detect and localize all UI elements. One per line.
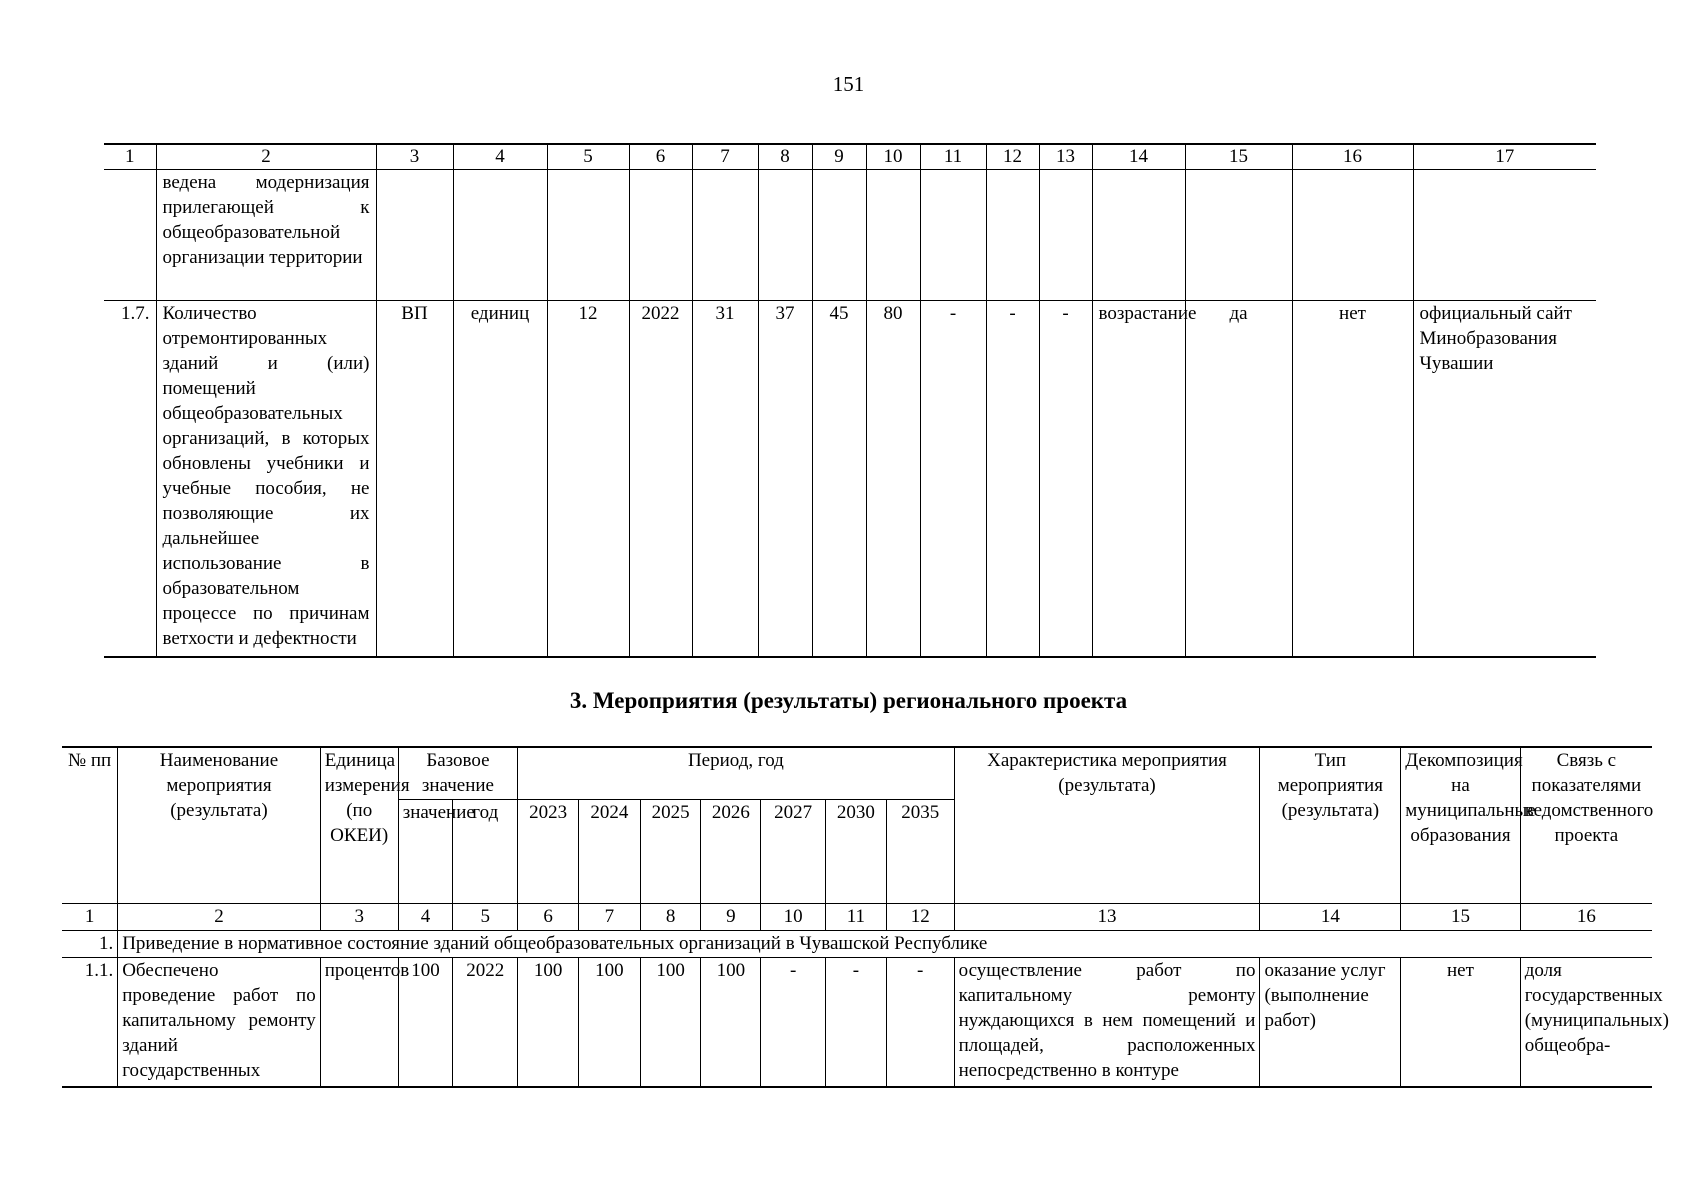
indicators-table <box>104 143 1596 658</box>
column-number: 11 <box>826 903 887 930</box>
value-2026: 80 <box>866 301 920 658</box>
continuation-row <box>104 170 1596 301</box>
column-number: 15 <box>1185 144 1292 170</box>
section-title: 3. Мероприятия (результаты) регионального проекта <box>569 688 1128 713</box>
column-number: 4 <box>398 903 453 930</box>
continuation-text: ведена модернизация прилегающей к общеобразовательной организации территории <box>156 170 376 301</box>
base-year: 2022 <box>629 301 692 658</box>
row-number: 1.7. <box>104 301 156 658</box>
column-number: 3 <box>320 903 398 930</box>
column-number: 4 <box>453 144 547 170</box>
column-number: 6 <box>629 144 692 170</box>
activity-decomposition: нет <box>1401 957 1521 1087</box>
base-year: 2022 <box>453 957 518 1087</box>
column-number: 7 <box>692 144 758 170</box>
header-type: Тип мероприятия (результата) <box>1260 747 1401 903</box>
activity-characteristic: осуществление работ по капитальному ремонту нуждающихся в нем помещений и площадей, расположенных непосредственно в контуре <box>954 957 1260 1087</box>
unit: единиц <box>453 301 547 658</box>
header-year: 2025 <box>640 799 701 903</box>
column-number: 14 <box>1092 144 1185 170</box>
column-number: 13 <box>1039 144 1092 170</box>
header-year: 2026 <box>701 799 761 903</box>
header-year: 2023 <box>518 799 579 903</box>
column-number: 17 <box>1413 144 1596 170</box>
column-16-value: нет <box>1292 301 1413 658</box>
value-2026: 100 <box>701 957 761 1087</box>
value-2023: 31 <box>692 301 758 658</box>
column-number: 13 <box>954 903 1260 930</box>
group-number: 1. <box>62 930 118 957</box>
value-2027: - <box>920 301 986 658</box>
column-number-row <box>62 903 1652 930</box>
column-number: 10 <box>866 144 920 170</box>
column-number: 11 <box>920 144 986 170</box>
value-2025: 45 <box>812 301 866 658</box>
column-number: 14 <box>1260 903 1401 930</box>
header-year: 2035 <box>886 799 954 903</box>
column-number: 8 <box>640 903 701 930</box>
header-year: 2024 <box>578 799 640 903</box>
column-number: 10 <box>761 903 826 930</box>
activity-unit: процентов <box>320 957 398 1087</box>
column-number: 12 <box>886 903 954 930</box>
header-base: Базовое значение <box>398 747 518 799</box>
value-2030: - <box>986 301 1039 658</box>
base-value: 100 <box>398 957 453 1087</box>
header-num: № пп <box>62 747 118 903</box>
group-title: Приведение в нормативное состояние зданий общеобразовательных организаций в Чувашской Республике <box>118 930 1652 957</box>
column-number: 2 <box>156 144 376 170</box>
header-unit: Единица измерения (по ОКЕИ) <box>320 747 398 903</box>
column-number-row <box>104 144 1596 170</box>
column-number: 16 <box>1292 144 1413 170</box>
indicator-row <box>104 301 1596 658</box>
header-decomposition: Декомпозиция на муниципальные образования <box>1401 747 1521 903</box>
activities-table <box>62 746 1669 1088</box>
indicator-type: ВП <box>376 301 453 658</box>
header-row <box>62 747 1652 799</box>
group-row <box>62 930 1652 957</box>
value-2035: - <box>1039 301 1092 658</box>
header-year: 2027 <box>761 799 826 903</box>
column-number: 1 <box>62 903 118 930</box>
header-name: Наименование мероприятия (результата) <box>118 747 321 903</box>
column-number: 3 <box>376 144 453 170</box>
header-period: Период, год <box>518 747 954 799</box>
header-base-year: год <box>453 799 518 903</box>
header-base-value: значение <box>398 799 453 903</box>
activity-row <box>62 957 1652 1087</box>
value-2024: 100 <box>578 957 640 1087</box>
page-number: 151 <box>832 72 865 96</box>
value-2035: - <box>886 957 954 1087</box>
column-number: 15 <box>1401 903 1521 930</box>
header-characteristic: Характеристика мероприятия (результата) <box>954 747 1260 903</box>
activity-type: оказание услуг (выполнение работ) <box>1260 957 1401 1087</box>
column-number: 9 <box>701 903 761 930</box>
column-number: 2 <box>118 903 321 930</box>
value-2024: 37 <box>758 301 812 658</box>
base-value: 12 <box>547 301 629 658</box>
value-2030: - <box>826 957 887 1087</box>
value-2027: - <box>761 957 826 1087</box>
value-2025: 100 <box>640 957 701 1087</box>
trend: возрастание <box>1092 301 1185 658</box>
header-link: Связь с показателями ведомственного проекта <box>1520 747 1652 903</box>
data-source: официальный сайт Минобразования Чувашии <box>1413 301 1596 658</box>
activity-number: 1.1. <box>62 957 118 1087</box>
activity-name: Обеспечено проведение работ по капитальному ремонту зданий государственных <box>118 957 321 1087</box>
activity-link: доля государственных (муниципальных) общеобра- <box>1520 957 1652 1087</box>
column-number: 5 <box>547 144 629 170</box>
value-2023: 100 <box>518 957 579 1087</box>
indicator-name: Количество отремонтированных зданий и (или) помещений общеобразовательных организаций, в которых обновлены учебники и учебные пособия, не позволяющие их дальнейшее использование в образовательном процессе по причинам ветхости и дефектности <box>156 301 376 658</box>
column-number: 16 <box>1520 903 1652 930</box>
column-15-value: да <box>1185 301 1292 658</box>
column-number: 7 <box>578 903 640 930</box>
column-number: 8 <box>758 144 812 170</box>
column-number: 9 <box>812 144 866 170</box>
column-number: 12 <box>986 144 1039 170</box>
header-year: 2030 <box>826 799 887 903</box>
column-number: 5 <box>453 903 518 930</box>
column-number: 1 <box>104 144 156 170</box>
column-number: 6 <box>518 903 579 930</box>
